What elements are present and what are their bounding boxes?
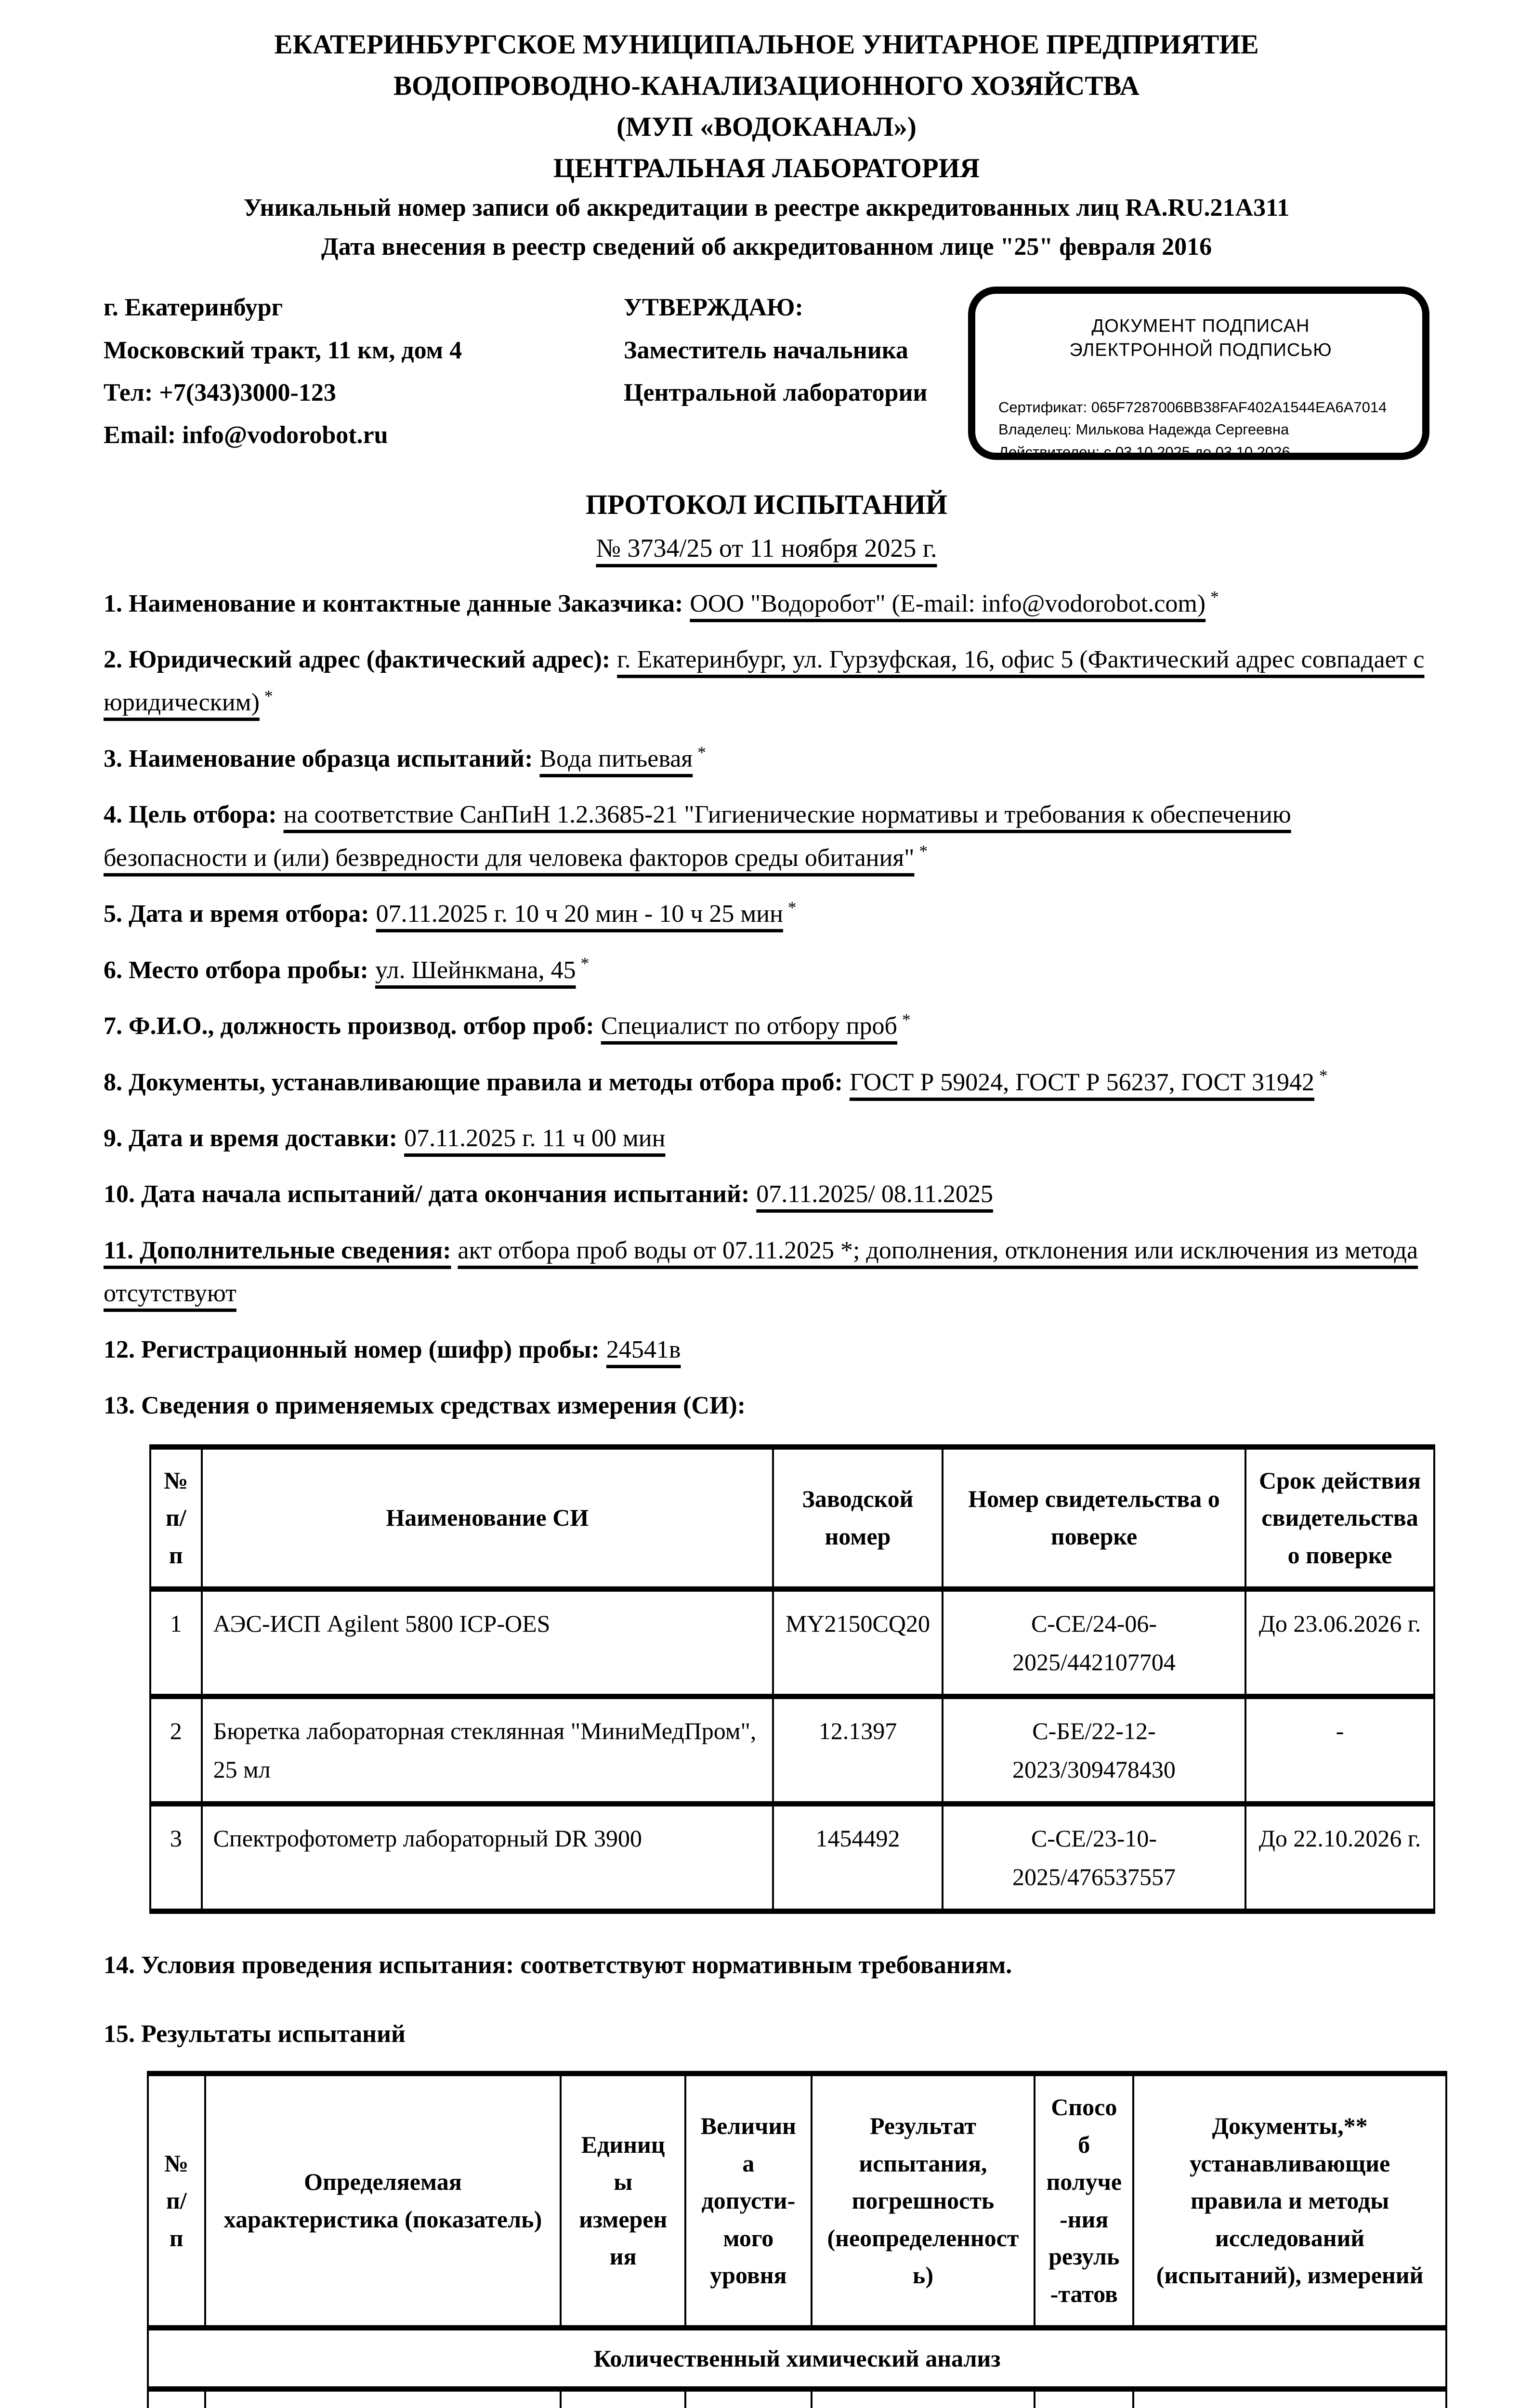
measuring-instruments-table xyxy=(149,1444,1435,1914)
table-cell xyxy=(148,2389,205,2408)
protocol-items xyxy=(104,582,1429,1427)
contact-phone: Тел: +7(343)3000-123 xyxy=(104,379,336,406)
table-cell xyxy=(812,2389,1035,2408)
item-14-value: соответствуют нормативным требованиям. xyxy=(520,1951,1012,1979)
si-table-header-row xyxy=(150,1447,1434,1589)
item-11 xyxy=(104,1229,1429,1315)
item-4-label: 4. Цель отбора: xyxy=(104,801,277,829)
contact-city: г. Екатеринбург xyxy=(104,294,283,322)
approval-block xyxy=(624,287,961,414)
section-row-chemical xyxy=(148,2328,1446,2389)
item-4-value: на соответствие СанПиН 1.2.3685-21 "Гигиенические нормативы и требования к обеспечению безопасности и (или) безвредности для человека факторов среды обитания" xyxy=(104,801,1291,872)
table-cell: - xyxy=(1245,1697,1434,1804)
stamp-details xyxy=(998,396,1403,464)
item-1-value: ООО "Водоробот" (E-mail: info@vodorobot.com) xyxy=(690,589,1206,617)
table-cell: С-БЕ/22-12-2023/309478430 xyxy=(943,1697,1245,1804)
item-12-value: 24541в xyxy=(606,1335,681,1363)
item-2-value: г. Екатеринбург, ул. Гурзуфская, 16, офис 5 (Фактический адрес совпадает с юридическим) xyxy=(104,646,1425,717)
approval-title: УТВЕРЖДАЮ: xyxy=(624,294,803,322)
item-14 xyxy=(104,1945,1429,1985)
item-3 xyxy=(104,737,1429,780)
si-table-row xyxy=(150,1697,1434,1804)
table-cell xyxy=(1133,2389,1446,2408)
item-2 xyxy=(104,638,1429,724)
item-5-value: 07.11.2025 г. 10 ч 20 мин - 10 ч 25 мин xyxy=(376,900,783,928)
item-5 xyxy=(104,892,1429,935)
item-8-footnote-mark: * xyxy=(1319,1066,1328,1086)
protocol-number-value: № 3734/25 от 11 ноября 2025 г. xyxy=(596,533,937,563)
item-9-label: 9. Дата и время доставки: xyxy=(104,1124,398,1152)
result-row xyxy=(148,2389,1446,2408)
item-13 xyxy=(104,1384,1429,1427)
item-6 xyxy=(104,949,1429,992)
approval-position-line-1: Заместитель начальника xyxy=(624,336,908,364)
item-7-value: Специалист по отбору проб xyxy=(601,1012,897,1040)
item-12-label: 12. Регистрационный номер (шифр) пробы: xyxy=(104,1335,600,1363)
protocol-number-line xyxy=(104,529,1429,568)
item-3-footnote-mark: * xyxy=(697,742,706,762)
item-1-footnote-mark: * xyxy=(1210,587,1219,607)
table-cell xyxy=(205,2389,561,2408)
approval-position-line-2: Центральной лаборатории xyxy=(624,379,928,406)
si-table-row xyxy=(150,1589,1434,1697)
table-cell xyxy=(561,2389,685,2408)
stamp-title xyxy=(998,314,1403,362)
table-cell xyxy=(685,2389,812,2408)
item-3-value: Вода питьевая xyxy=(539,745,693,772)
item-6-value: ул. Шейнкмана, 45 xyxy=(375,956,576,984)
table-cell: До 23.06.2026 г. xyxy=(1245,1589,1434,1697)
item-13-label: 13. Сведения о применяемых средствах измерения (СИ): xyxy=(104,1392,746,1420)
item-4-footnote-mark: * xyxy=(919,841,928,861)
si-header-serial: Заводской номер xyxy=(773,1447,943,1589)
item-1-label: 1. Наименование и контактные данные Заказчика: xyxy=(104,589,683,617)
item-2-footnote-mark: * xyxy=(264,686,273,706)
results-header-characteristic: Определяемая характеристика (показатель) xyxy=(205,2074,561,2328)
item-12 xyxy=(104,1328,1429,1371)
contact-email: Email: info@vodorobot.ru xyxy=(104,421,388,449)
stamp-validity: Действителен: с 03.10.2025 до 03.10.2026 xyxy=(998,443,1290,460)
si-header-name: Наименование СИ xyxy=(202,1447,773,1589)
digital-signature-stamp xyxy=(968,287,1429,460)
contact-address: Московский тракт, 11 км, дом 4 xyxy=(104,336,462,364)
item-10-value: 07.11.2025/ 08.11.2025 xyxy=(756,1180,993,1208)
table-cell: 12.1397 xyxy=(773,1697,943,1804)
results-header-row xyxy=(148,2074,1446,2328)
document-header xyxy=(104,24,1429,266)
item-7-label: 7. Ф.И.О., должность производ. отбор проб: xyxy=(104,1012,594,1040)
stamp-title-line-1: ДОКУМЕНТ ПОДПИСАН xyxy=(1091,316,1310,337)
org-name-line-1: ЕКАТЕРИНБУРГСКОЕ МУНИЦИПАЛЬНОЕ УНИТАРНОЕ ПРЕДПРИЯТИЕ xyxy=(274,29,1259,60)
table-cell: 3 xyxy=(150,1804,202,1911)
table-cell: 2 xyxy=(150,1697,202,1804)
item-8-value: ГОСТ Р 59024, ГОСТ Р 56237, ГОСТ 31942 xyxy=(849,1068,1314,1096)
accreditation-line-2: Дата внесения в реестр сведений об аккредитованном лице "25" февраля 2016 xyxy=(321,233,1212,261)
table-cell: MY2150CQ20 xyxy=(773,1589,943,1697)
item-9-value: 07.11.2025 г. 11 ч 00 мин xyxy=(404,1124,666,1152)
table-cell: С-СЕ/23-10-2025/476537557 xyxy=(943,1804,1245,1911)
test-results-table xyxy=(147,2071,1447,2408)
si-header-num: № п/п xyxy=(150,1447,202,1589)
item-7-footnote-mark: * xyxy=(902,1009,911,1029)
item-3-label: 3. Наименование образца испытаний: xyxy=(104,745,533,772)
table-cell: С-СЕ/24-06-2025/442107704 xyxy=(943,1589,1245,1697)
item-2-label: 2. Юридический адрес (фактический адрес): xyxy=(104,646,611,674)
item-1 xyxy=(104,582,1429,625)
si-table-row xyxy=(150,1804,1434,1911)
item-10 xyxy=(104,1173,1429,1216)
item-5-footnote-mark: * xyxy=(787,897,797,917)
stamp-certificate: Сертификат: 065F7287006BB38FAF402A1544EA6A7014 xyxy=(998,398,1387,416)
item-8-label: 8. Документы, устанавливающие правила и методы отбора проб: xyxy=(104,1068,843,1096)
item-15: 15. Результаты испытаний xyxy=(104,2020,406,2048)
results-header-num: № п/п xyxy=(148,2074,205,2328)
si-header-cert-validity: Срок действия свидетельства о поверке xyxy=(1245,1447,1434,1589)
stamp-owner: Владелец: Милькова Надежда Сергеевна xyxy=(998,421,1289,438)
org-name-line-4: ЦЕНТРАЛЬНАЯ ЛАБОРАТОРИЯ xyxy=(553,153,980,183)
item-4 xyxy=(104,793,1429,879)
item-11-value: акт отбора проб воды от 07.11.2025 *; дополнения, отклонения или исключения из метода отсутствуют xyxy=(104,1236,1418,1308)
table-cell: 1454492 xyxy=(773,1804,943,1911)
lab-contacts-block xyxy=(104,287,624,457)
item-9 xyxy=(104,1117,1429,1160)
results-header-method: Способ получе-ния резуль-татов xyxy=(1035,2074,1133,2328)
stamp-title-line-2: ЭЛЕКТРОННОЙ ПОДПИСЬЮ xyxy=(1069,340,1332,361)
approval-row xyxy=(104,287,1429,460)
si-header-cert-number: Номер свидетельства о поверке xyxy=(943,1447,1245,1589)
results-header-documents: Документы,** устанавливающие правила и методы исследований (испытаний), измерений xyxy=(1133,2074,1446,2328)
org-name-line-2: ВОДОПРОВОДНО-КАНАЛИЗАЦИОННОГО ХОЗЯЙСТВА xyxy=(393,70,1140,101)
item-5-label: 5. Дата и время отбора: xyxy=(104,900,369,928)
item-8 xyxy=(104,1061,1429,1104)
table-cell: Спектрофотометр лабораторный DR 3900 xyxy=(202,1804,773,1911)
section-title-chemical: Количественный химический анализ xyxy=(148,2328,1446,2389)
item-7 xyxy=(104,1005,1429,1047)
item-6-footnote-mark: * xyxy=(580,954,590,973)
item-14-label: 14. Условия проведения испытания: xyxy=(104,1951,514,1979)
accreditation-line-1: Уникальный номер записи об аккредитации в реестре аккредитованных лиц RA.RU.21А311 xyxy=(243,194,1290,222)
table-cell: 1 xyxy=(150,1589,202,1697)
table-cell: АЭС-ИСП Agilent 5800 ICP-OES xyxy=(202,1589,773,1697)
item-11-label: 11. Дополнительные сведения: xyxy=(104,1236,451,1264)
item-6-label: 6. Место отбора пробы: xyxy=(104,956,368,984)
table-cell: До 22.10.2026 г. xyxy=(1245,1804,1434,1911)
item-10-label: 10. Дата начала испытаний/ дата окончания испытаний: xyxy=(104,1180,750,1208)
results-header-result: Результат испытания, погрешность (неопределенность) xyxy=(812,2074,1035,2328)
org-name-line-3: (МУП «ВОДОКАНАЛ») xyxy=(616,112,917,142)
table-cell: Бюретка лабораторная стеклянная "МиниМедПром", 25 мл xyxy=(202,1697,773,1804)
results-header-allowed-level: Величина допусти-мого уровня xyxy=(685,2074,812,2328)
results-header-units: Единицы измерения xyxy=(561,2074,685,2328)
table-cell xyxy=(1035,2389,1133,2408)
protocol-title: ПРОТОКОЛ ИСПЫТАНИЙ xyxy=(586,489,947,521)
